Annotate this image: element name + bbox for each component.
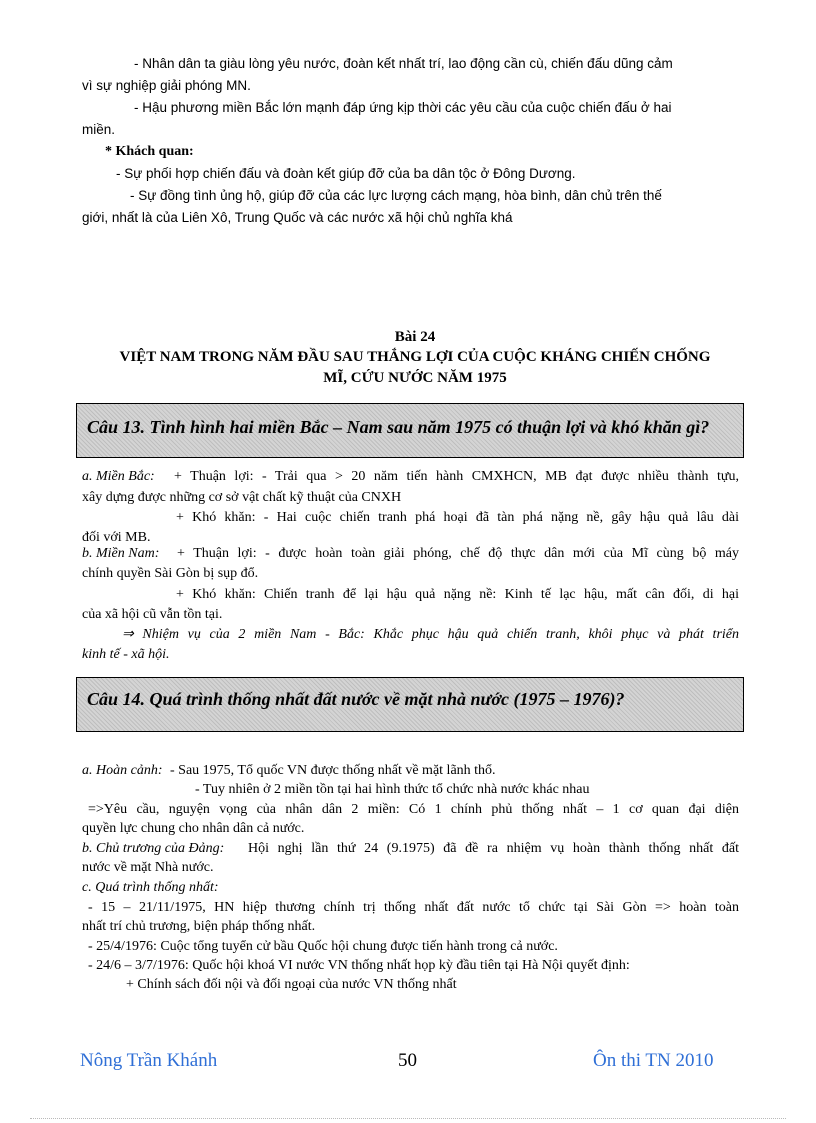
intro-line: vì sự nghiệp giải phóng MN. [82,78,251,93]
intro-line: giới, nhất là của Liên Xô, Trung Quốc và các nước xã hội chủ nghĩa khá [82,210,513,225]
process-label: c. Quá trình thống nhất: [82,880,219,895]
question-14-title: Câu 14. Quá trình thống nhất đất nước về mặt nhà nước (1975 – 1976)? [87,689,625,709]
lesson-title: MĨ, CỨU NƯỚC NĂM 1975 [323,370,507,386]
question-13-title: Câu 13. Tình hình hai miền Bắc – Nam sau năm 1975 có thuận lợi và khó khăn gì? [87,417,710,437]
policy-label: b. Chủ trương của Đảng: [82,841,225,856]
intro-line: - Sự đồng tình ủng hộ, giúp đỡ của các lực lượng cách mạng, hòa bình, dân chủ trên thế [130,188,662,203]
footer-exam: Ôn thi TN 2010 [593,1050,714,1071]
task-line: ⇒ Nhiệm vụ của 2 miền Nam - Bắc: Khắc phục hậu quả chiến tranh, khôi phục và phát triển [122,627,739,642]
policy-line-cont: nước về mặt Nhà nước. [82,860,214,875]
north-label: a. Miền Bắc: [82,469,155,484]
intro-line: miền. [82,122,116,137]
process-item-cont: nhất trí chủ trương, biện pháp thống nhất. [82,919,316,934]
page-number: 50 [398,1050,417,1071]
context-line: - Tuy nhiên ở 2 miền tồn tại hai hình thức tổ chức nhà nước khác nhau [195,782,590,797]
policy-line: Hội nghị lần thứ 24 (9.1975) đã đề ra nhiệm vụ hoàn thành thống nhất đất [248,841,739,856]
south-label: b. Miền Nam: [82,546,160,561]
lesson-title: VIỆT NAM TRONG NĂM ĐẦU SAU THẮNG LỢI CỦA CUỘC KHÁNG CHIẾN CHỐNG [119,349,711,365]
north-difficulty: + Khó khăn: - Hai cuộc chiến tranh phá hoại đã tàn phá nặng nề, gây hậu quả lâu dài [176,510,739,525]
north-difficulty-cont: đối với MB. [82,530,151,545]
process-subitem: + Chính sách đối nội và đối ngoại của nước VN thống nhất [126,977,457,992]
intro-line: - Nhân dân ta giàu lòng yêu nước, đoàn kết nhất trí, lao động cần cù, chiến đấu dũng cảm [134,56,673,71]
south-advantage: + Thuận lợi: - được hoàn toàn giải phóng, chế độ thực dân mới của Mĩ cùng bộ máy [177,546,739,561]
lesson-number: Bài 24 [394,329,436,345]
question-13-box [76,403,744,458]
process-item: - 15 – 21/11/1975, HN hiệp thương chính trị thống nhất đất nước tổ chức tại Sài Gòn => hoàn toàn [88,900,739,915]
south-difficulty-cont: của xã hội cũ vẫn tồn tại. [82,607,223,622]
intro-line: - Sự phối hợp chiến đấu và đoàn kết giúp đỡ của ba dân tộc ở Đông Dương. [116,166,576,181]
footer-author: Nông Trần Khánh [80,1050,218,1071]
demand-line: =>Yêu cầu, nguyện vọng của nhân dân 2 miền: Có 1 chính phủ thống nhất – 1 cơ quan đại diện [88,802,739,817]
north-advantage-cont: xây dựng được những cơ sở vật chất kỹ thuật của CNXH [82,490,402,505]
north-advantage: + Thuận lợi: - Trải qua > 20 năm tiến hành CMXHCN, MB đạt được nhiều thành tựu, [174,469,739,484]
question-14-box [76,677,744,732]
demand-line-cont: quyền lực chung cho nhân dân cả nước. [82,821,305,836]
context-line: - Sau 1975, Tổ quốc VN được thống nhất về mặt lãnh thổ. [170,763,496,778]
page-bottom-rule [30,1118,786,1119]
south-difficulty: + Khó khăn: Chiến tranh để lại hậu quả nặng nề: Kinh tế lạc hậu, mất cân đối, di hại [176,587,739,602]
intro-line: - Hậu phương miền Bắc lớn mạnh đáp ứng kịp thời các yêu cầu của cuộc chiến đấu ở hai [134,100,672,115]
objective-heading: * Khách quan: [105,144,194,159]
task-line-cont: kinh tế - xã hội. [82,647,170,662]
process-item: - 25/4/1976: Cuộc tổng tuyển cử bầu Quốc hội chung được tiến hành trong cả nước. [88,939,558,954]
context-label: a. Hoàn cảnh: [82,763,163,778]
process-item: - 24/6 – 3/7/1976: Quốc hội khoá VI nước VN thống nhất họp kỳ đầu tiên tại Hà Nội quyết định: [88,958,630,973]
south-advantage-cont: chính quyền Sài Gòn bị sụp đổ. [82,566,259,581]
